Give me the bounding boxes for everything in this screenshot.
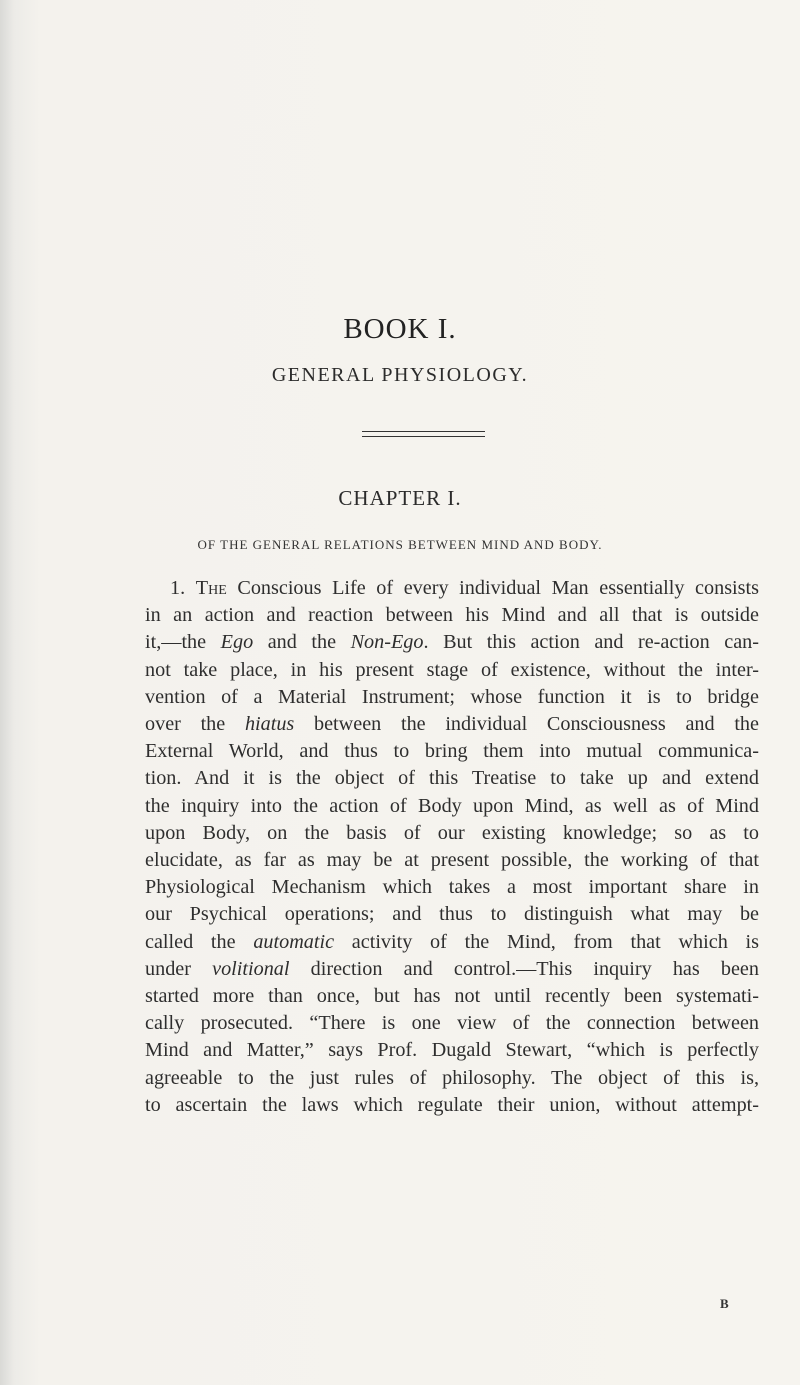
paragraph-1 xyxy=(145,575,759,1119)
text-line: started more than once, but has not until recently been systemati- xyxy=(145,985,759,1008)
text-line: elucidate, as far as may be at present possible, the working of that xyxy=(145,849,759,872)
text-line: called the automatic activity of the Mind, from that which is xyxy=(145,930,759,953)
text-line: External World, and thus to bring them into mutual communica- xyxy=(145,740,759,763)
text-line: tion. And it is the object of this Treatise to take up and extend xyxy=(145,767,759,790)
text-line: agreeable to the just rules of philosophy. The object of this is, xyxy=(145,1066,759,1089)
text-line: cally prosecuted. “There is one view of the connection between xyxy=(145,1012,759,1035)
part-title: GENERAL PHYSIOLOGY. xyxy=(271,364,529,386)
text-line: to ascertain the laws which regulate their union, without attempt- xyxy=(145,1093,759,1116)
text-line: the inquiry into the action of Body upon Mind, as well as of Mind xyxy=(145,794,759,817)
text-line: it,—the Ego and the Non-Ego. But this action and re-action can- xyxy=(145,631,760,654)
text-line: our Psychical operations; and thus to distinguish what may be xyxy=(145,903,759,926)
text-line: Mind and Matter,” says Prof. Dugald Stewart, “which is perfectly xyxy=(145,1039,759,1062)
text-line: upon Body, on the basis of our existing knowledge; so as to xyxy=(145,821,759,844)
double-rule-divider xyxy=(362,431,485,437)
text-line: in an action and reaction between his Mind and all that is outside xyxy=(145,604,759,627)
book-title: BOOK I. xyxy=(343,313,457,345)
signature-mark: B xyxy=(720,1296,729,1311)
text-line: vention of a Material Instrument; whose function it is to bridge xyxy=(145,685,759,708)
text-line: 1. The Conscious Life of every individual Man essentially consists xyxy=(170,577,759,599)
text-line: Physiological Mechanism which takes a most important share in xyxy=(145,876,759,899)
chapter-subtitle: OF THE GENERAL RELATIONS BETWEEN MIND AND BODY. xyxy=(197,537,603,552)
text-line: under volitional direction and control.—This inquiry has been xyxy=(145,957,759,980)
text-line: over the hiatus between the individual Consciousness and the xyxy=(145,713,759,736)
chapter-title: CHAPTER I. xyxy=(338,486,462,510)
text-line: not take place, in his present stage of existence, without the inter- xyxy=(145,658,759,681)
